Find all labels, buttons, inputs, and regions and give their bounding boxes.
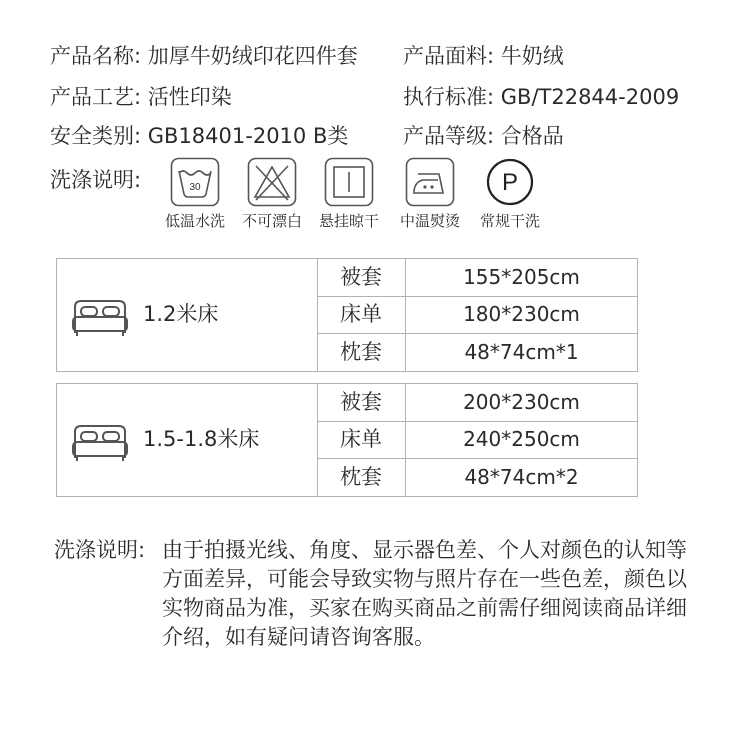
product-fabric-row — [403, 42, 564, 70]
bed-cell — [57, 384, 318, 496]
no-bleach-icon — [247, 157, 297, 207]
product-grade-value: 合格品 — [500, 124, 564, 148]
table-row — [317, 259, 637, 297]
table-row — [317, 384, 637, 422]
care-item-wash — [155, 157, 235, 231]
product-grade-label: 产品等级: — [403, 124, 495, 148]
product-craft-value: 活性印染 — [147, 85, 232, 109]
wash-temp: 30 — [189, 182, 201, 193]
note-text: 由于拍摄光线、角度、显示器色差、个人对颜色的认知等方面差异，可能会导致实物与照片存在一些色差，颜色以实物商品为准，买家在购买商品之前需仔细阅读商品详细介绍，如有疑问请咨询客服。 — [162, 538, 687, 649]
product-fabric-value: 牛奶绒 — [500, 44, 564, 68]
care-text-bleach: 不可漂白 — [241, 212, 302, 230]
care-text-wash: 低温水洗 — [164, 212, 225, 230]
item-size: 48*74cm*1 — [464, 340, 579, 364]
dry-clean-p-icon — [485, 157, 535, 207]
bed-icon — [71, 422, 129, 462]
item-name: 枕套 — [317, 459, 406, 496]
table-row — [317, 296, 637, 334]
table-row — [317, 459, 637, 496]
item-name: 床单 — [317, 421, 406, 458]
care-text-iron: 中温熨烫 — [399, 212, 460, 230]
dryclean-symbol: P — [501, 169, 519, 196]
care-label: 洗涤说明: — [50, 168, 142, 192]
item-size: 155*205cm — [463, 265, 580, 289]
product-standard-label: 执行标准: — [403, 85, 495, 109]
bed-label: 1.5-1.8米床 — [143, 427, 260, 451]
hang-dry-icon — [324, 157, 374, 207]
care-text-dry: 悬挂晾干 — [318, 212, 379, 230]
care-text-dryclean: 常规干洗 — [479, 212, 540, 230]
bed-cell — [57, 259, 318, 371]
product-grade-row — [403, 122, 564, 150]
table-row — [317, 334, 637, 371]
product-standard-row — [403, 83, 679, 111]
item-name: 被套 — [317, 259, 406, 296]
item-name: 枕套 — [317, 334, 406, 371]
item-size: 200*230cm — [463, 390, 580, 414]
care-item-dry — [309, 157, 389, 231]
item-name: 被套 — [317, 384, 406, 421]
care-item-iron — [390, 157, 470, 231]
item-size: 240*250cm — [463, 427, 580, 451]
product-craft-row — [50, 83, 232, 111]
product-safety-value: GB18401-2010 B类 — [147, 124, 349, 148]
product-name-row — [50, 42, 358, 70]
bed-icon — [71, 297, 129, 337]
item-size: 180*230cm — [463, 302, 580, 326]
note-label: 洗涤说明: — [54, 538, 146, 562]
bed-label: 1.2米床 — [143, 302, 219, 326]
product-safety-row — [50, 122, 348, 150]
product-safety-label: 安全类别: — [50, 124, 142, 148]
size-table-2 — [56, 383, 638, 497]
item-name: 床单 — [317, 296, 406, 333]
product-standard-value: GB/T22844-2009 — [500, 85, 680, 109]
product-name-label: 产品名称: — [50, 44, 142, 68]
care-item-bleach — [232, 157, 312, 231]
table-row — [317, 421, 637, 459]
care-item-dryclean — [470, 157, 550, 231]
wash-30-icon — [170, 157, 220, 207]
product-name-value: 加厚牛奶绒印花四件套 — [147, 44, 358, 68]
item-size: 48*74cm*2 — [464, 465, 579, 489]
product-fabric-label: 产品面料: — [403, 44, 495, 68]
iron-medium-icon — [405, 157, 455, 207]
size-table-1 — [56, 258, 638, 372]
product-craft-label: 产品工艺: — [50, 85, 142, 109]
